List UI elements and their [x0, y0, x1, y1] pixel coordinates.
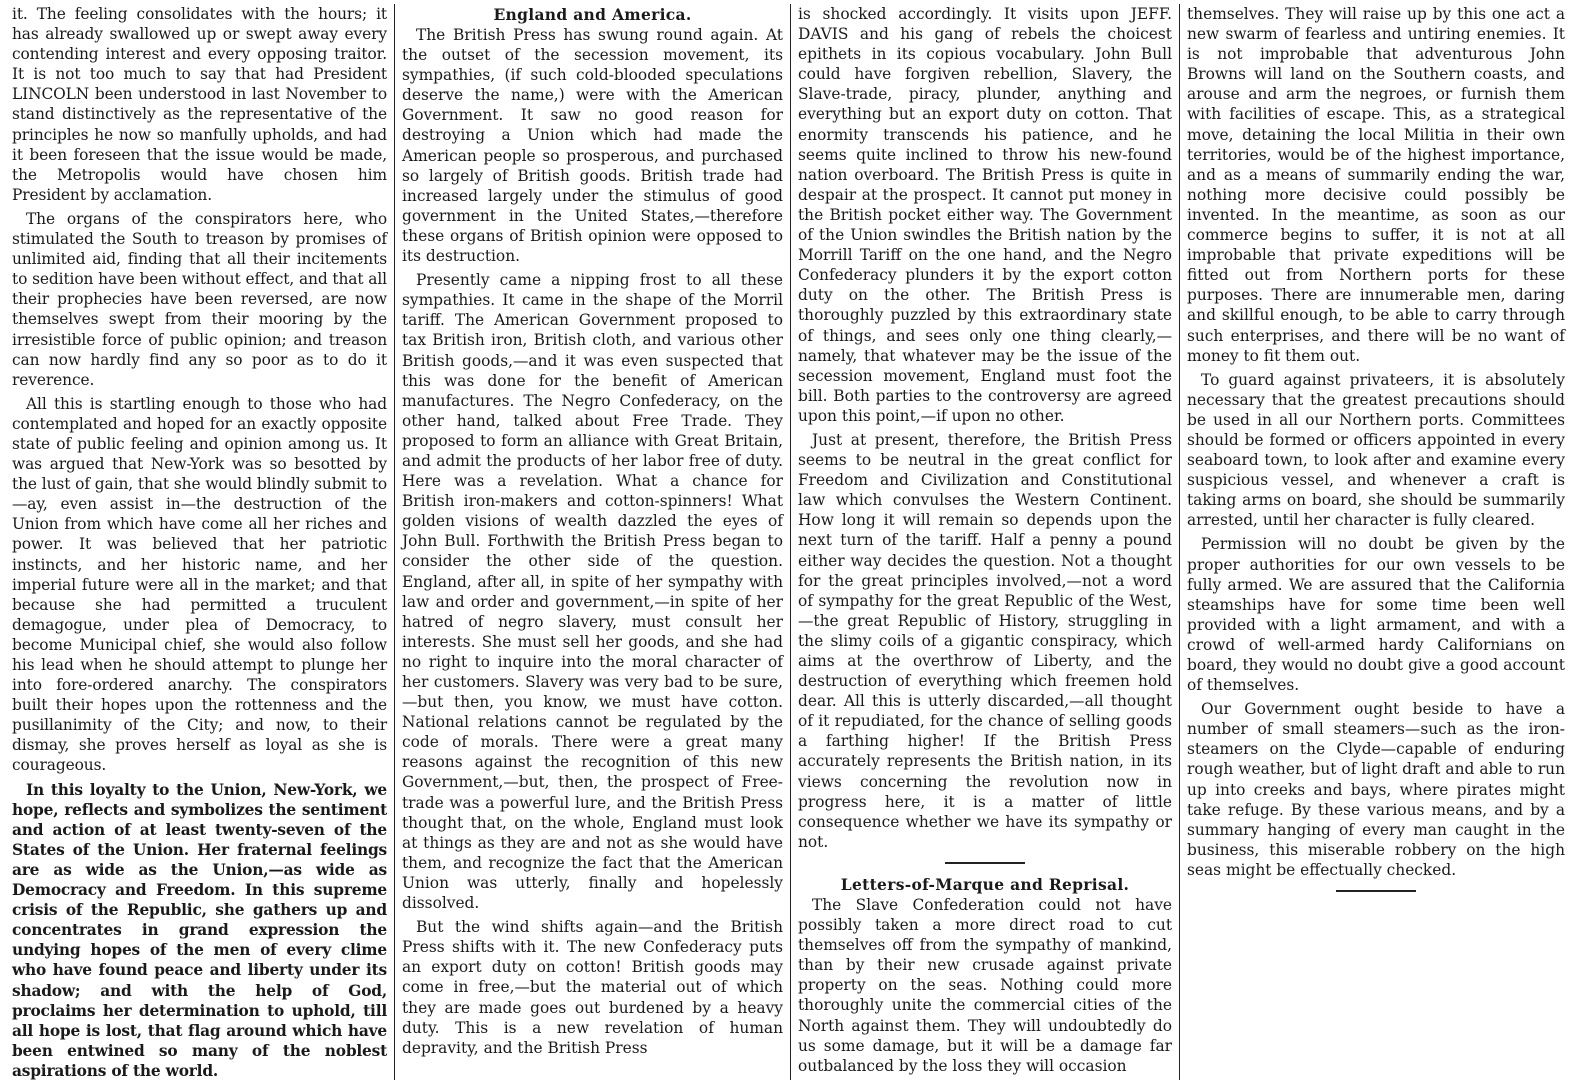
column-4	[1181, 4, 1571, 1080]
article-paragraph: In this loyalty to the Union, New-York, we hope, reflects and symbolizes the sentiment and action of at least twenty-seven of the States of the Union. Her fraternal feelings are as wide as the Union,—as wide as Democracy and Freedom. In this supreme crisis of the Republic, she gathers up and concentrates in grand expression the undying hopes of the men of every clime who have found peace and liberty under its shadow; and with the help of God, proclaims her determination to uphold, till all hope is lost, that flag around which have been entwined so many of the noblest aspirations of the world.	[12, 780, 387, 1080]
article-paragraph: The Slave Confederation could not have possibly taken a more direct road to cut themselves off from the sympathy of mankind, than by their new crusade against private property on the seas. Nothing could more thoroughly unite the commercial cities of the North against them. They will undoubtedly do us some damage, but it will be a damage far outbalanced by the loss they will occasion	[798, 895, 1172, 1075]
article-paragraph: All this is startling enough to those who had contemplated and hoped for an exactly opposite state of public feeling and opinion among us. It was argued that New-York was so besotted by the lust of gain, that she would blindly submit to—ay, even assist in—the destruction of the Union from which have come all her riches and power. It was believed that her patriotic instincts, and her historic name, and her imperial future were all in the market; and that because she had permitted a truculent demagogue, under plea of Democracy, to become Municipal chief, she would also follow his lead when he should attempt to plunge her into fore-ordered anarchy. The conspirators built their hopes upon the rottenness and the pusillanimity of the City; and now, to their dismay, she proves herself as loyal as she is courageous.	[12, 394, 387, 775]
article-paragraph: But the wind shifts again—and the British Press shifts with it. The new Confederacy puts an export duty on cotton! British goods may come in free,—but the material out of which they are made goes out burdened by a heavy duty. This is a new revelation of human depravity, and the British Press	[402, 918, 783, 1057]
article-paragraph: Just at present, therefore, the British Press seems to be neutral in the great conflict for Freedom and Civilization and Constitutional law which convulses the Western Continent. How long it will remain so depends upon the next turn of the tariff. Half a penny a pound either way decides the question. Not a thought for the great principles involved,—not a word of sympathy for the great Republic of the West,—the great Republic of History, struggling in the slimy coils of a gigantic conspiracy, which aims at the overthrow of Liberty, and the destruction of everything which freemen hold dear. All this is utterly discarded,—all thought of it repudiated, for the chance of selling goods a farthing higher! If the British Press accurately represents the British nation, in its views concerning the revolution now in progress here, it is a matter of little consequence whether we have its sympathy or not.	[798, 430, 1172, 851]
column-3	[792, 4, 1178, 1080]
column-1	[6, 4, 393, 1080]
article-paragraph: To guard against privateers, it is absolutely necessary that the greatest precautions should be used in all our Northern ports. Committees should be formed or officers appointed in every seaboard town, to look after and examine every suspicious vessel, and whenever a craft is taking arms on board, she should be summarily arrested, until her character is fully cleared.	[1187, 370, 1565, 530]
column-divider	[1179, 4, 1180, 1080]
column-2	[396, 4, 789, 1080]
article-paragraph: Our Government ought beside to have a number of small steamers—such as the iron-steamers on the Clyde—capable of enduring rough weather, but of light draft and able to run up into creeks and bays, where pirates might take refuge. By these various means, and by a summary hanging of every man caught in the business, this miserable robbery on the high seas might be effectually checked.	[1187, 700, 1565, 879]
article-paragraph: Permission will no doubt be given by the proper authorities for our own vessels to be fully armed. We are assured that the California steamships have for some time been well provided with a light armament, and with a crowd of well-armed hardy Californians on board, they would no doubt give a good account of themselves.	[1187, 535, 1565, 695]
section-rule	[945, 862, 1025, 864]
article-paragraph: The British Press has swung round again. At the outset of the secession movement, its sympathies, (if such cold-blooded speculations deserve the name,) were with the American Government. It saw no good reason for destroying a Union which had made the American people so prosperous, and purchased so largely of British goods. British trade had increased largely under the stimulus of good government in the United States,—therefore these organs of British opinion were opposed to its destruction.	[402, 26, 783, 266]
article-paragraph: is shocked accordingly. It visits upon JEFF. DAVIS and his gang of rebels the choicest epithets in its copious vocabulary. John Bull could have forgiven rebellion, Slavery, the Slave-trade, piracy, plunder, anything and everything but an export duty on cotton. That enormity transcends his patience, and he seems quite inclined to throw his new-found nation overboard. The British Press is quite in despair at the prospect. It cannot put money in the British pocket either way. The Government of the Union swindles the British nation by the Morrill Tariff on the one hand, and the Negro Confederacy plunders it by the export cotton duty on the other. The British Press is thoroughly puzzled by this extraordinary state of things, and sees only one thing clearly,—namely, that whatever may be the issue of the secession movement, England must foot the bill. Both parties to the controversy are agreed upon this point,—if upon no other.	[798, 5, 1172, 425]
article-paragraph: it. The feeling consolidates with the hours; it has already swallowed up or swept away every contending interest and every opposing traitor. It is not too much to say that had President LINCOLN been understood in last November to stand distinctively as the representative of the principles he now so manfully upholds, and had it been foreseen that the issue would be made, the Metropolis would have chosen him President by acclamation.	[12, 5, 387, 204]
article-paragraph: Presently came a nipping frost to all these sympathies. It came in the shape of the Morril tariff. The American Government proposed to tax British iron, British cloth, and various other British goods,—and it was even suspected that this was done for the benefit of American manufactures. The Negro Confederacy, on the other hand, talked about Free Trade. They proposed to form an alliance with Great Britain, and admit the products of her labor free of duty. Here was a revelation. What a chance for British iron-makers and cotton-spinners! What golden visions of wealth dazzled the eyes of John Bull. Forthwith the British Press began to consider the other side of the question. England, after all, in spite of her sympathy with law and order and government,—in spite of her hatred of negro slavery, must consult her interests. She must sell her goods, and she had no right to inquire into the moral character of her customers. Slavery was very bad to be sure,—but then, you know, we must have cotton. National relations cannot be regulated by the code of morals. There were a great many reasons against the recognition of this new Government,—but, then, the prospect of Free-trade was a powerful lure, and the British Press thought that, on the whole, England must look at things as they are and not as she would have them, and recognize the fact that the American Union was utterly, finally and hopelessly dissolved.	[402, 271, 783, 913]
article-heading: England and America.	[493, 5, 692, 24]
column-divider	[790, 4, 791, 1080]
article-paragraph: The organs of the conspirators here, who stimulated the South to treason by promises of unlimited aid, finding that all their incitements to sedition have been without effect, and that all their prophecies have been reversed, are now themselves swept from their mooring by the irresistible force of public opinion; and treason can now hardly find any so poor as to do it reverence.	[12, 209, 387, 389]
column-divider	[394, 4, 395, 1080]
article-heading: Letters-of-Marque and Reprisal.	[840, 874, 1130, 894]
article-end-rule	[1336, 890, 1416, 892]
article-paragraph: themselves. They will raise up by this one act a new swarm of fearless and untiring enemies. It is not improbable that adventurous John Browns will land on the Southern coasts, and arouse and arm the negroes, or furnish them with facilities of escape. This, as a strategical move, detaining the local Militia in their own territories, would be of the highest importance, and as a means of summarily ending the war, nothing more decisive could possibly be invented. In the meantime, as soon as our commerce begins to suffer, it is not at all improbable that private expeditions will be fitted out from Northern ports for these purposes. There are innumerable men, daring and skillful enough, to be able to carry through such enterprises, and there will be no want of money to fit them out.	[1187, 5, 1565, 365]
